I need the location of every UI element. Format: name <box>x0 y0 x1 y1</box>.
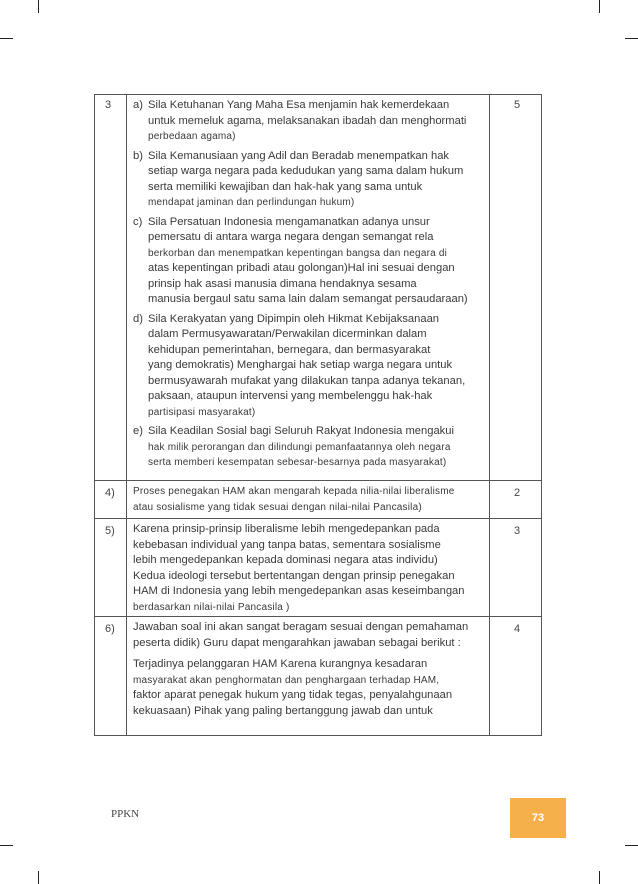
text-line: serta memberi kesempatan sebesar-besarnya pada masyarakat) <box>148 457 447 468</box>
list-item <box>133 312 485 421</box>
list-item <box>133 424 485 471</box>
text-line: bermusyawarah mufakat yang dilakukan tanpa adanya tekanan, <box>148 374 466 387</box>
text-line: Sila Ketuhanan Yang Maha Esa menjamin hak kemerdekaan <box>148 99 450 111</box>
crop-mark <box>599 871 600 884</box>
text-line: serta memiliki kewajiban dan hak-hak yang sama untuk <box>148 180 423 193</box>
crop-mark <box>38 871 39 884</box>
item-label: a) <box>133 99 143 111</box>
crop-mark <box>625 845 638 846</box>
text-line: Karena prinsip-prinsip liberalisme lebih mengedepankan pada <box>133 523 440 535</box>
column-divider <box>489 95 490 735</box>
row-answer <box>133 98 485 475</box>
text-line: setiap warga negara pada kedudukan yang sama dalam hukum <box>148 165 464 177</box>
text-line: kebebasan individual yang tanpa batas, sementara sosialisme <box>133 538 441 551</box>
row-number: 3 <box>105 99 112 111</box>
row-answer <box>133 522 485 615</box>
text-line: berkorban dan menempatkan kepentingan bangsa dan negara di <box>148 247 448 259</box>
crop-mark <box>0 845 13 846</box>
text-line: untuk memeluk agama, melaksanakan ibadah dan menghormati <box>148 114 467 127</box>
row-score: 2 <box>513 487 521 499</box>
text-line: Sila Kemanusiaan yang Adil dan Beradab menempatkan hak <box>148 149 450 162</box>
text-line: Proses penegakan HAM akan mengarah kepada nilia-nilai liberalisme <box>133 486 455 497</box>
text-line: dalam Permusyawaratan/Perwakilan dicerminkan dalam <box>148 328 427 340</box>
text-line: perbedaan agama) <box>148 131 236 142</box>
text-line: faktor aparat penegak hukum yang tidak tegas, penyalahgunaan <box>133 689 453 701</box>
row-divider <box>95 616 541 617</box>
page-number-badge <box>510 798 566 838</box>
row-answer <box>133 484 485 515</box>
page-number: 73 <box>531 812 545 824</box>
list-item <box>133 149 485 211</box>
row-score: 4 <box>513 623 521 635</box>
row-divider <box>95 480 541 481</box>
text-line: kekuasaan) Pihak yang paling bertanggung jawab dan untuk <box>133 704 433 717</box>
text-line: Sila Persatuan Indonesia mengamanatkan adanya unsur <box>148 215 430 228</box>
row-score: 3 <box>513 525 521 537</box>
item-label: e) <box>133 425 143 437</box>
text-line: partisipasi masyarakat) <box>148 406 256 418</box>
text-line: paksaan, ataupun intervensi yang membelenggu hak-hak <box>148 390 433 402</box>
text-line: Sila Kerakyatan yang Dipimpin oleh Hikmat Kebijaksanaan <box>148 312 440 325</box>
text-line: HAM di Indonesia yang lebih mengedepankan asas keseimbangan <box>133 585 465 597</box>
text-line: kehidupan pemerintahan, bernegara, dan bermasyarakat <box>148 343 431 356</box>
row-divider <box>95 518 541 519</box>
text-line: Terjadinya pelanggaran HAM Karena kurangnya kesadaran <box>133 658 428 670</box>
text-line: manusia bergaul satu sama lain dalam semangat persaudaraan) <box>148 293 468 305</box>
text-line: pemersatu di antara warga negara dengan semangat rela <box>148 231 434 243</box>
item-label: b) <box>133 149 143 162</box>
crop-mark <box>625 38 638 39</box>
text-line: lebih mengedepankan kepada dominasi negara atas individu) <box>133 554 438 566</box>
answer-key-table <box>94 94 542 736</box>
row-number: 4) <box>105 487 115 499</box>
list-item <box>133 215 485 308</box>
crop-mark <box>38 0 39 13</box>
text-line: Sila Keadilan Sosial bagi Seluruh Rakyat Indonesia mengakui <box>148 425 454 437</box>
item-label: c) <box>133 215 143 228</box>
row-answer <box>133 620 485 719</box>
list-item <box>133 98 485 145</box>
column-divider <box>126 95 127 735</box>
footer-subject-label: PPKN <box>111 808 140 820</box>
text-line: prinsip hak asasi manusia dimana hendaknya sesama <box>148 277 417 290</box>
row-number: 6) <box>105 623 115 635</box>
text-line: hak milik perorangan dan dilindungi pemanfaatannya oleh negara <box>148 441 451 453</box>
row-score: 5 <box>513 99 521 111</box>
crop-mark <box>599 0 600 13</box>
text-line: berdasarkan nilai-nilai Pancasila ) <box>133 601 290 613</box>
text-line: masyarakat akan penghormatan dan penghargaan terhadap HAM, <box>133 674 440 686</box>
text-line: Kedua ideologi tersebut bertentangan dengan prinsip penegakan <box>133 569 455 582</box>
text-line: atau sosialisme yang tidak sesuai dengan nilai-nilai Pancasila) <box>133 501 422 513</box>
text-line: atas kepentingan pribadi atau golongan)Hal ini sesuai dengan <box>148 262 455 274</box>
item-label: d) <box>133 312 143 325</box>
text-line: peserta didik) Guru dapat mengarahkan jawaban sebagai berikut : <box>133 636 461 649</box>
text-line: mendapat jaminan dan perlindungan hukum) <box>148 197 355 208</box>
text-line: yang demokratis) Menghargai hak setiap warga negara untuk <box>148 359 453 371</box>
text-line: Jawaban soal ini akan sangat beragam sesuai dengan pemahaman <box>133 621 469 633</box>
crop-mark <box>0 38 13 39</box>
row-number: 5) <box>105 525 115 537</box>
